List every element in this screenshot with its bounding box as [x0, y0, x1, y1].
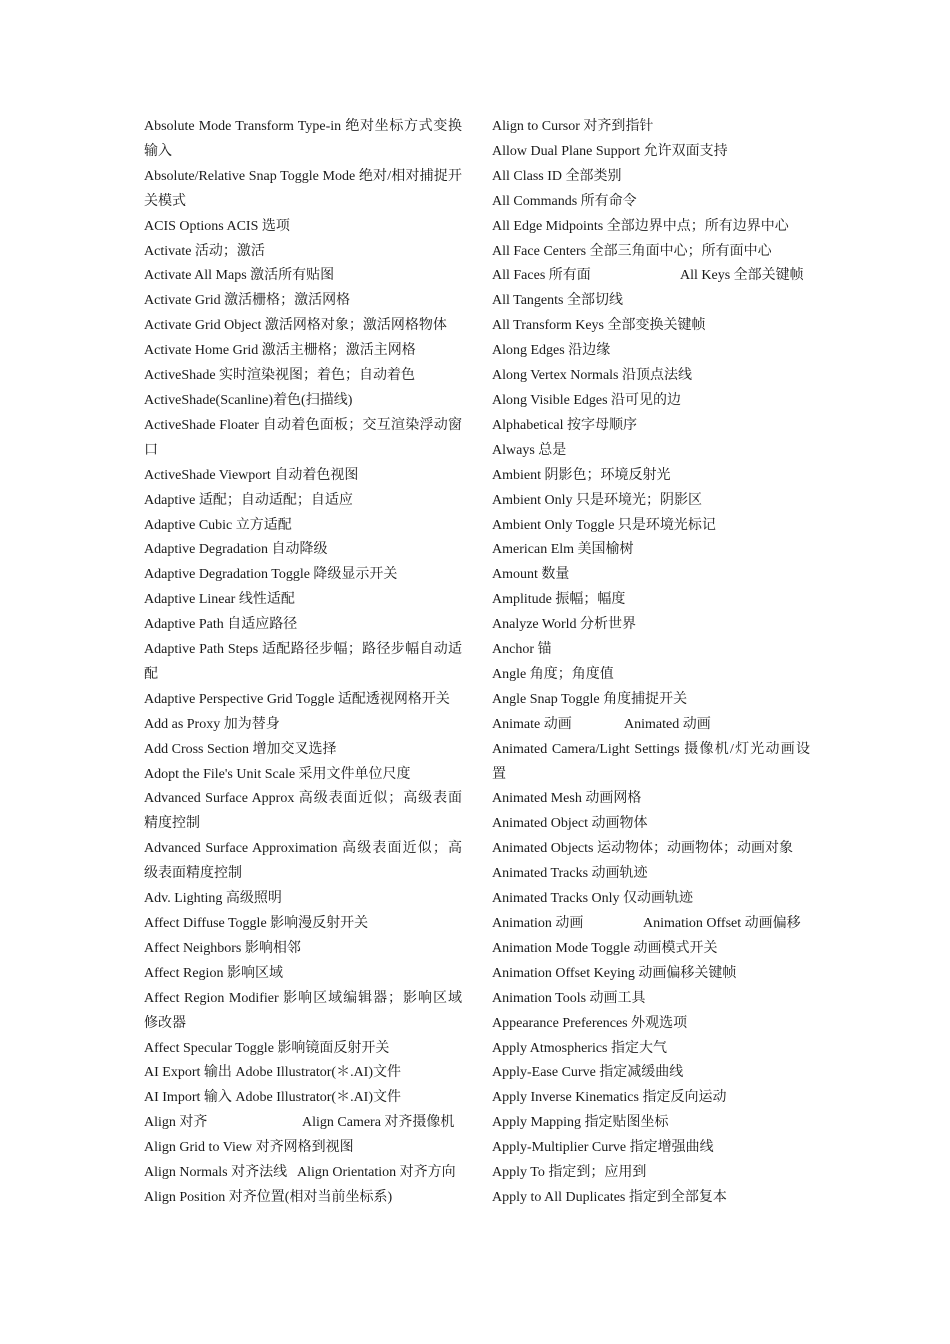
glossary-entry: Angle 角度；角度值: [492, 666, 614, 682]
glossary-entry: Adaptive Degradation Toggle 降级显示开关: [144, 567, 398, 583]
glossary-entry-pair: [144, 1161, 462, 1186]
glossary-entry: Animated Tracks 动画轨迹: [492, 866, 648, 882]
glossary-entry: Apply Atmospherics 指定大气: [492, 1040, 667, 1056]
glossary-entry: Apply Mapping 指定贴图坐标: [492, 1115, 669, 1131]
glossary-entry: Animated Object 动画物体: [492, 816, 648, 832]
glossary-entry: Align Grid to View 对齐网格到视图: [144, 1140, 354, 1156]
glossary-entry: Angle Snap Toggle 角度捕捉开关: [492, 691, 688, 707]
glossary-entry: Align Normals 对齐法线: [144, 1165, 288, 1181]
glossary-entry: Activate Grid 激活栅格；激活网格: [144, 293, 351, 309]
glossary-entry: Absolute/Relative Snap Toggle Mode 绝对/相对捕捉开关模式: [144, 168, 462, 209]
glossary-entry: Activate Home Grid 激活主栅格；激活主网格: [144, 343, 416, 359]
glossary-entry: Allow Dual Plane Support 允许双面支持: [492, 143, 728, 159]
glossary-entry: All Face Centers 全部三角面中心；所有面中心: [492, 243, 772, 259]
glossary-entry: Always 总是: [492, 442, 567, 458]
glossary-entry: Ambient Only 只是环境光；阴影区: [492, 492, 702, 508]
glossary-entry: Align 对齐: [144, 1115, 208, 1131]
glossary-entry: Animate 动画: [492, 716, 572, 732]
glossary-entry: Amount 数量: [492, 567, 570, 583]
glossary-entry: Adopt the File's Unit Scale 采用文件单位尺度: [144, 766, 411, 782]
glossary-entry: Apply to All Duplicates 指定到全部复本: [492, 1189, 727, 1205]
glossary-entry: Apply-Multiplier Curve 指定增强曲线: [492, 1140, 714, 1156]
glossary-column-left: [144, 115, 462, 1211]
glossary-entry: Animation Mode Toggle 动画模式开关: [492, 940, 718, 956]
glossary-entry: Apply Inverse Kinematics 指定反向运动: [492, 1090, 727, 1106]
glossary-entry: Animated Tracks Only 仅动画轨迹: [492, 891, 694, 907]
glossary-entry: AI Export 输出 Adobe Illustrator(＊.AI)文件: [144, 1065, 402, 1081]
glossary-entry: Add Cross Section 增加交叉选择: [144, 741, 337, 757]
glossary-entry: Adaptive Linear 线性适配: [144, 592, 295, 608]
glossary-entry: Activate Grid Object 激活网格对象；激活网格物体: [144, 318, 447, 334]
glossary-entry: Adaptive Cubic 立方适配: [144, 517, 292, 533]
glossary-entry: ActiveShade 实时渲染视图；着色；自动着色: [144, 368, 416, 384]
glossary-entry: Appearance Preferences 外观选项: [492, 1015, 688, 1031]
glossary-column-right: [492, 115, 810, 1211]
glossary-entry: Align Position 对齐位置(相对当前坐标系): [144, 1189, 393, 1205]
glossary-entry: All Commands 所有命令: [492, 193, 637, 209]
glossary-entry: Animated 动画: [624, 716, 711, 732]
glossary-entry: Affect Region Modifier 影响区域编辑器；影响区域修改器: [144, 990, 462, 1031]
glossary-entry: Animated Objects 运动物体；动画物体；动画对象: [492, 841, 793, 857]
glossary-entry: Animation 动画: [492, 916, 584, 931]
glossary-entry: Along Vertex Normals 沿顶点法线: [492, 368, 692, 384]
glossary-entry: Along Visible Edges 沿可见的边: [492, 392, 682, 408]
glossary-entry: ActiveShade(Scanline)着色(扫描线): [144, 392, 353, 408]
glossary-entry: Affect Region 影响区域: [144, 965, 283, 981]
glossary-entry: Adv. Lighting 高级照明: [144, 891, 282, 907]
glossary-entry: American Elm 美国榆树: [492, 542, 634, 558]
glossary-entry: All Transform Keys 全部变换关键帧: [492, 318, 706, 334]
glossary-entry: Animation Offset 动画偏移: [643, 916, 801, 931]
glossary-entry: ACIS Options ACIS 选项: [144, 218, 290, 234]
glossary-entry: Affect Diffuse Toggle 影响漫反射开关: [144, 916, 369, 931]
glossary-entry: Adaptive 适配；自动适配；自适应: [144, 492, 353, 508]
glossary-entry: Animated Camera/Light Settings 摄像机/灯光动画设置: [492, 741, 810, 782]
glossary-entry: Align to Cursor 对齐到指针: [492, 119, 654, 134]
glossary-entry: Apply To 指定到；应用到: [492, 1165, 647, 1181]
glossary-entry: Animated Mesh 动画网格: [492, 791, 642, 807]
glossary-entry: AI Import 输入 Adobe Illustrator(＊.AI)文件: [144, 1090, 402, 1106]
glossary-entry: Adaptive Perspective Grid Toggle 适配透视网格开关: [144, 691, 450, 707]
glossary-entry: Animation Offset Keying 动画偏移关键帧: [492, 965, 737, 981]
glossary-entry: Activate 活动；激活: [144, 243, 265, 259]
glossary-entry: All Tangents 全部切线: [492, 293, 623, 309]
glossary-entry: Along Edges 沿边缘: [492, 343, 611, 359]
glossary-entry-pair: [492, 713, 810, 738]
glossary-entry: Amplitude 振幅；幅度: [492, 592, 626, 608]
glossary-entry: Adaptive Degradation 自动降级: [144, 542, 328, 558]
glossary-entry: Alphabetical 按字母顺序: [492, 417, 638, 433]
glossary-entry: Anchor 锚: [492, 642, 552, 658]
glossary-entry: ActiveShade Floater 自动着色面板；交互渲染浮动窗口: [144, 417, 462, 458]
glossary-entry: Align Orientation 对齐方向: [297, 1165, 456, 1181]
glossary-entry: Analyze World 分析世界: [492, 617, 637, 633]
glossary-entry: Advanced Surface Approximation 高级表面近似；高级表面精度控制: [144, 841, 462, 882]
glossary-entry: Animation Tools 动画工具: [492, 990, 646, 1006]
glossary-entry: Ambient 阴影色；环境反射光: [492, 467, 671, 483]
glossary-entry: Ambient Only Toggle 只是环境光标记: [492, 517, 716, 533]
glossary-entry: All Edge Midpoints 全部边界中点；所有边界中心: [492, 218, 789, 234]
glossary-entry: Add as Proxy 加为替身: [144, 716, 280, 732]
glossary-entry: Affect Neighbors 影响相邻: [144, 940, 301, 956]
glossary-entry: ActiveShade Viewport 自动着色视图: [144, 467, 359, 483]
glossary-entry: All Faces 所有面: [492, 268, 591, 284]
glossary-entry: Advanced Surface Approx 高级表面近似；高级表面精度控制: [144, 791, 462, 832]
glossary-entry: Apply-Ease Curve 指定减缓曲线: [492, 1065, 684, 1081]
glossary-entry: All Class ID 全部类别: [492, 168, 622, 184]
glossary-entry-pair: [144, 1111, 462, 1136]
glossary-entry: All Keys 全部关键帧: [680, 268, 804, 284]
glossary-entry: Activate All Maps 激活所有贴图: [144, 268, 335, 284]
glossary-entry: Adaptive Path Steps 适配路径步幅；路径步幅自动适配: [144, 642, 462, 682]
glossary-entry: Adaptive Path 自适应路径: [144, 617, 298, 633]
glossary-entry: Absolute Mode Transform Type-in 绝对坐标方式变换输入: [144, 119, 462, 159]
glossary-entry: Affect Specular Toggle 影响镜面反射开关: [144, 1040, 390, 1056]
glossary-entry-pair: [492, 264, 810, 289]
glossary-entry-pair: [492, 912, 810, 937]
glossary-entry: Align Camera 对齐摄像机: [302, 1115, 455, 1131]
